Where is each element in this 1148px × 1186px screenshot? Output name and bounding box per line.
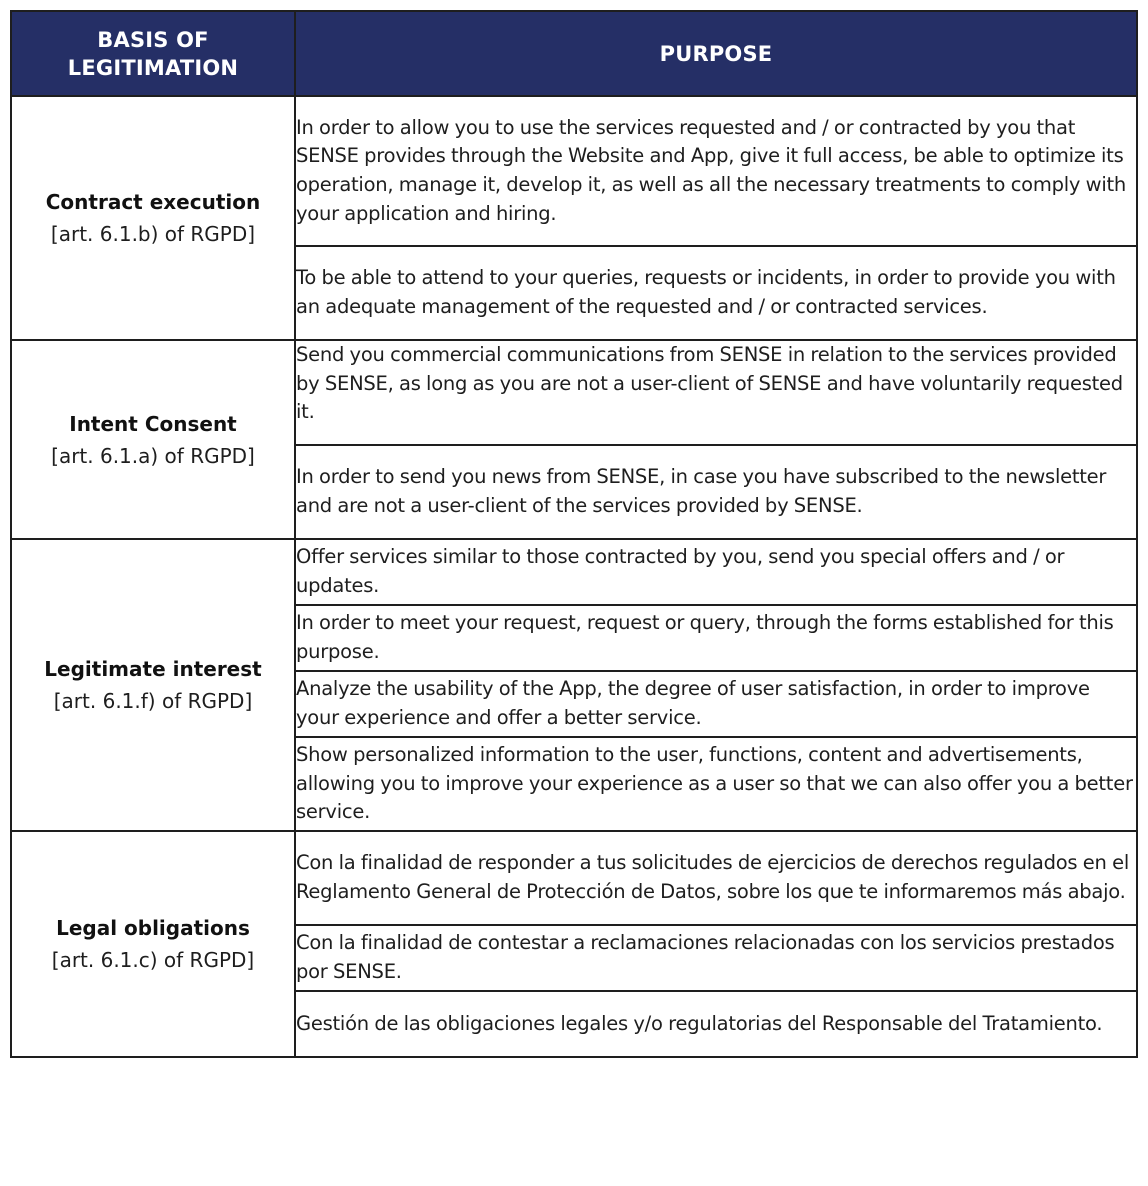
legitimation-table bbox=[10, 10, 1138, 1058]
table-row bbox=[11, 831, 1137, 925]
header-basis-label: BASIS OF LEGITIMATION bbox=[67, 27, 239, 80]
basis-reference: [art. 6.1.c) of RGPD] bbox=[51, 948, 255, 972]
basis-name: Contract execution bbox=[45, 190, 261, 214]
basis-cell-legal-obligations bbox=[11, 831, 295, 1057]
purpose-cell: Con la finalidad de contestar a reclamaciones relacionadas con los servicios prestados por SENSE. bbox=[295, 925, 1137, 991]
basis-name: Intent Consent bbox=[69, 411, 237, 436]
header-basis bbox=[11, 11, 295, 96]
header-purpose bbox=[295, 11, 1137, 96]
basis-reference: [art. 6.1.a) of RGPD] bbox=[51, 443, 255, 468]
table-row bbox=[11, 340, 1137, 445]
basis-reference: [art. 6.1.b) of RGPD] bbox=[50, 222, 256, 246]
table-row bbox=[11, 539, 1137, 605]
purpose-cell: Analyze the usability of the App, the degree of user satisfaction, in order to improve your experience and offer a better service. bbox=[295, 671, 1137, 737]
purpose-cell: Gestión de las obligaciones legales y/o regulatorias del Responsable del Tratamiento. bbox=[295, 991, 1137, 1057]
basis-reference: [art. 6.1.f) of RGPD] bbox=[53, 689, 253, 713]
purpose-cell: In order to allow you to use the services requested and / or contracted by you that SENSE provides through the Website and App, give it full access, be able to optimize its operation, manage it, develop it, as well as all the necessary treatments to comply with your application and hiring. bbox=[295, 96, 1137, 246]
purpose-cell: Show personalized information to the user, functions, content and advertisements, allowing you to improve your experience as a user so that we can also offer you a better service. bbox=[295, 737, 1137, 831]
basis-cell-intent-consent bbox=[11, 340, 295, 539]
purpose-cell: Send you commercial communications from SENSE in relation to the services provided by SENSE, as long as you are not a user-client of SENSE and have voluntarily requested it. bbox=[295, 340, 1137, 445]
basis-cell-legitimate-interest bbox=[11, 539, 295, 831]
basis-cell-contract-execution bbox=[11, 96, 295, 340]
header-row bbox=[11, 11, 1137, 96]
table-row bbox=[11, 96, 1137, 246]
purpose-cell: In order to send you news from SENSE, in case you have subscribed to the newsletter and are not a user-client of the services provided by SENSE. bbox=[295, 445, 1137, 539]
basis-name: Legitimate interest bbox=[44, 657, 262, 681]
purpose-cell: To be able to attend to your queries, requests or incidents, in order to provide you with an adequate management of the requested and / or contracted services. bbox=[295, 246, 1137, 340]
header-purpose-label: PURPOSE bbox=[659, 41, 773, 66]
purpose-cell: Offer services similar to those contracted by you, send you special offers and / or updates. bbox=[295, 539, 1137, 605]
purpose-cell: In order to meet your request, request or query, through the forms established for this purpose. bbox=[295, 605, 1137, 671]
table-body bbox=[11, 96, 1137, 1057]
table-header bbox=[11, 11, 1137, 96]
purpose-cell: Con la finalidad de responder a tus solicitudes de ejercicios de derechos regulados en el Reglamento General de Protección de Datos, sobre los que te informaremos más abajo. bbox=[295, 831, 1137, 925]
basis-name: Legal obligations bbox=[56, 916, 250, 940]
